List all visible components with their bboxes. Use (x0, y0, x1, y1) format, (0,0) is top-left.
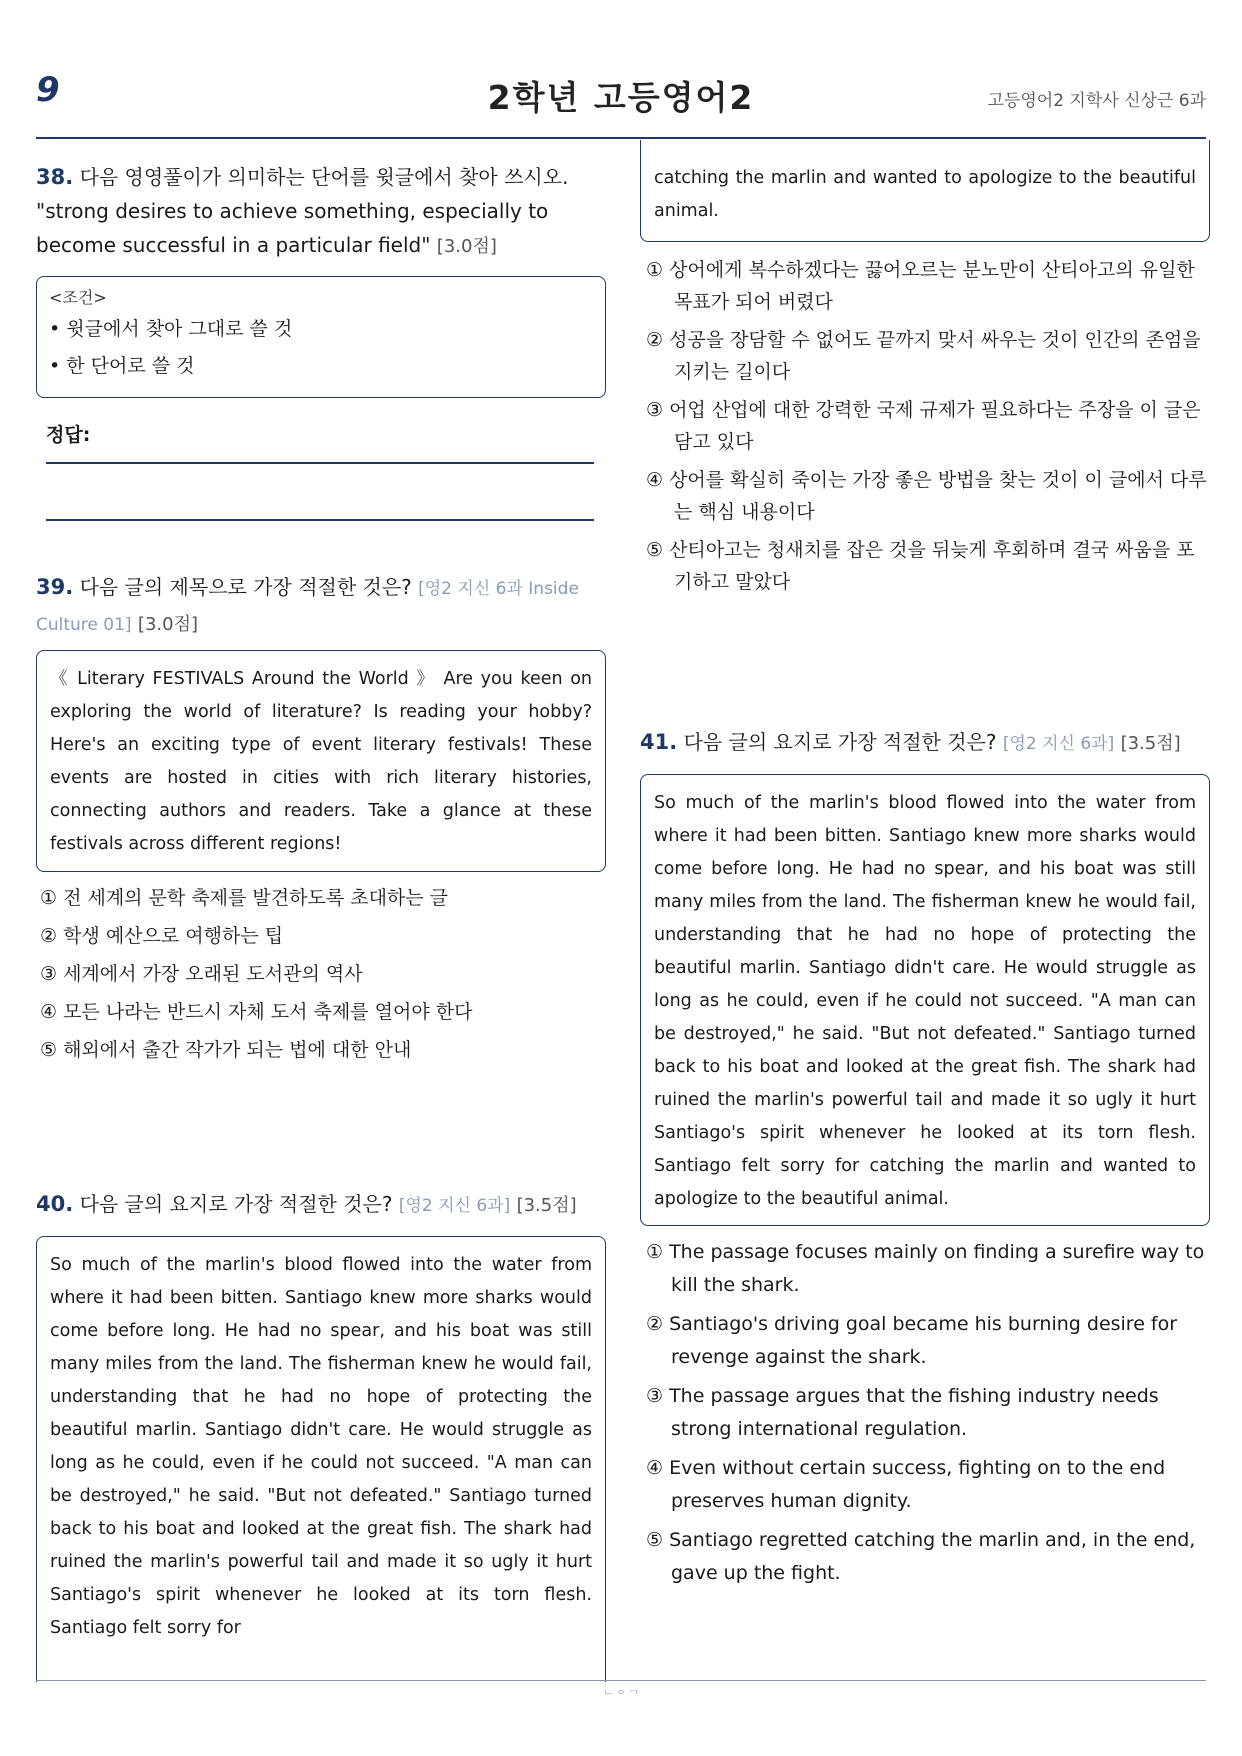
page-title: 2학년 고등영어2 (487, 78, 755, 117)
choices-list (646, 254, 1210, 604)
footer-divider (36, 1680, 1206, 1681)
question-prompt: 다음 영영풀이가 의미하는 단어를 윗글에서 찾아 쓰시오. (79, 165, 569, 189)
choice-5[interactable]: ⑤ Santiago regretted catching the marlin and, in the end, gave up the fight. (646, 1529, 1196, 1584)
question-number: 41. (640, 730, 678, 754)
choice-4[interactable]: ④ 상어를 확실히 죽이는 가장 좋은 방법을 찾는 것이 이 글에서 다루는 핵심 내용이다 (646, 469, 1207, 523)
choice-2[interactable]: ② Santiago's driving goal became his burning desire for revenge against the shark. (646, 1313, 1178, 1368)
question-prompt: 다음 글의 제목으로 가장 적절한 것은? (79, 575, 412, 599)
question-number: 40. (36, 1192, 74, 1216)
choice-1[interactable]: ① The passage focuses mainly on finding a surefire way to kill the shark. (646, 1241, 1205, 1296)
choice-3[interactable]: ③ 어업 산업에 대한 강력한 국제 규제가 필요하다는 주장을 이 글은 담고 있다 (646, 399, 1201, 453)
choice-3[interactable]: ③ 세계에서 가장 오래된 도서관의 역사 (40, 963, 363, 985)
question-39 (36, 570, 606, 642)
choice-3[interactable]: ③ The passage argues that the fishing industry needs strong international regulation. (646, 1385, 1159, 1440)
choices-list (40, 882, 606, 1072)
answer-label: 정답: (46, 424, 91, 446)
choice-5[interactable]: ⑤ 해외에서 출간 작가가 되는 법에 대한 안내 (40, 1039, 412, 1061)
page-subtitle: 고등영어2 지학사 신상근 6과 (987, 91, 1206, 111)
source-tag: [영2 지신 6과] (398, 1196, 511, 1216)
points-badge: [3.0점] (436, 236, 497, 257)
header-divider (36, 137, 1206, 139)
source-tag: [영2 지신 6과 Inside Culture 01] (36, 579, 579, 635)
question-41 (640, 725, 1210, 761)
question-number: 38. (36, 165, 74, 189)
answer-line[interactable] (46, 462, 594, 464)
definition-text: "strong desires to achieve something, especially to become successful in a particular field" (36, 199, 549, 257)
choice-1[interactable]: ① 전 세계의 문학 축제를 발견하도록 초대하는 글 (40, 887, 449, 909)
choice-1[interactable]: ① 상어에게 복수하겠다는 끓어오르는 분노만이 산티아고의 유일한 목표가 되어 버렸다 (646, 259, 1195, 313)
question-40 (36, 1187, 606, 1223)
source-tag: [영2 지신 6과] (1002, 734, 1115, 754)
points-badge: [3.0점] (137, 614, 198, 635)
choice-4[interactable]: ④ Even without certain success, fighting on to the end preserves human dignity. (646, 1457, 1166, 1512)
points-badge: [3.5점] (516, 1195, 577, 1216)
question-38 (36, 160, 606, 264)
question-number: 39. (36, 575, 74, 599)
choice-2[interactable]: ② 성공을 장담할 수 없어도 끝까지 맞서 싸우는 것이 인간의 존엄을 지키는 길이다 (646, 329, 1201, 383)
choice-2[interactable]: ② 학생 예산으로 여행하는 팁 (40, 925, 284, 947)
page-number: 9 (36, 70, 60, 110)
condition-item: • 윗글에서 찾아 그대로 쓸 것 (49, 318, 293, 340)
conditions-box (36, 276, 606, 398)
choice-4[interactable]: ④ 모든 나라는 반드시 자체 도서 축제를 열어야 한다 (40, 1001, 473, 1023)
passage-box: 《 Literary FESTIVALS Around the World 》 Are you keen on exploring the world of literature? Is reading your hobby? Here's an exciting type of event literary festivals! These events are hosted in cities with rich literary histories, connecting authors and readers. Take a glance at these festivals across different regions! (36, 650, 606, 872)
question-prompt: 다음 글의 요지로 가장 적절한 것은? (79, 1192, 393, 1216)
passage-box-continued: catching the marlin and wanted to apologize to the beautiful animal. (640, 140, 1210, 242)
conditions-title: <조건> (49, 288, 107, 307)
condition-item: • 한 단어로 쓸 것 (49, 355, 195, 377)
choices-list (646, 1236, 1210, 1596)
choice-5[interactable]: ⑤ 산티아고는 청새치를 잡은 것을 뒤늦게 후회하며 결국 싸움을 포기하고 말았다 (646, 539, 1195, 593)
question-prompt: 다음 글의 요지로 가장 적절한 것은? (683, 730, 997, 754)
passage-box: So much of the marlin's blood flowed into the water from where it had been bitten. Santiago knew more sharks would come before long. He had no spear, and his boat was still many miles from the land. The fisherman knew he would fail, understanding that he had no hope of protecting the beautiful marlin. Santiago didn't care. He would struggle as long as he could, even if he could not succeed. "A man can be destroyed," he said. "But not defeated." Santiago turned back to his boat and looked at the great fish. The shark had ruined the marlin's powerful tail and made it so ugly it hurt Santiago's spirit whenever he looked at its torn flesh. Santiago felt sorry for (36, 1236, 606, 1682)
points-badge: [3.5점] (1120, 733, 1181, 754)
footer-mark: ᄂᄋᄀ (602, 1690, 640, 1705)
passage-box: So much of the marlin's blood flowed into the water from where it had been bitten. Santiago knew more sharks would come before long. He had no spear, and his boat was still many miles from the land. The fisherman knew he would fail, understanding that he had no hope of protecting the beautiful marlin. Santiago didn't care. He would struggle as long as he could, even if he could not succeed. "A man can be destroyed," he said. "But not defeated." Santiago turned back to his boat and looked at the great fish. The shark had ruined the marlin's powerful tail and made it so ugly it hurt Santiago's spirit whenever he looked at its torn flesh. Santiago felt sorry for catching the marlin and wanted to apologize to the beautiful animal. (640, 774, 1210, 1226)
answer-line[interactable] (46, 519, 594, 521)
